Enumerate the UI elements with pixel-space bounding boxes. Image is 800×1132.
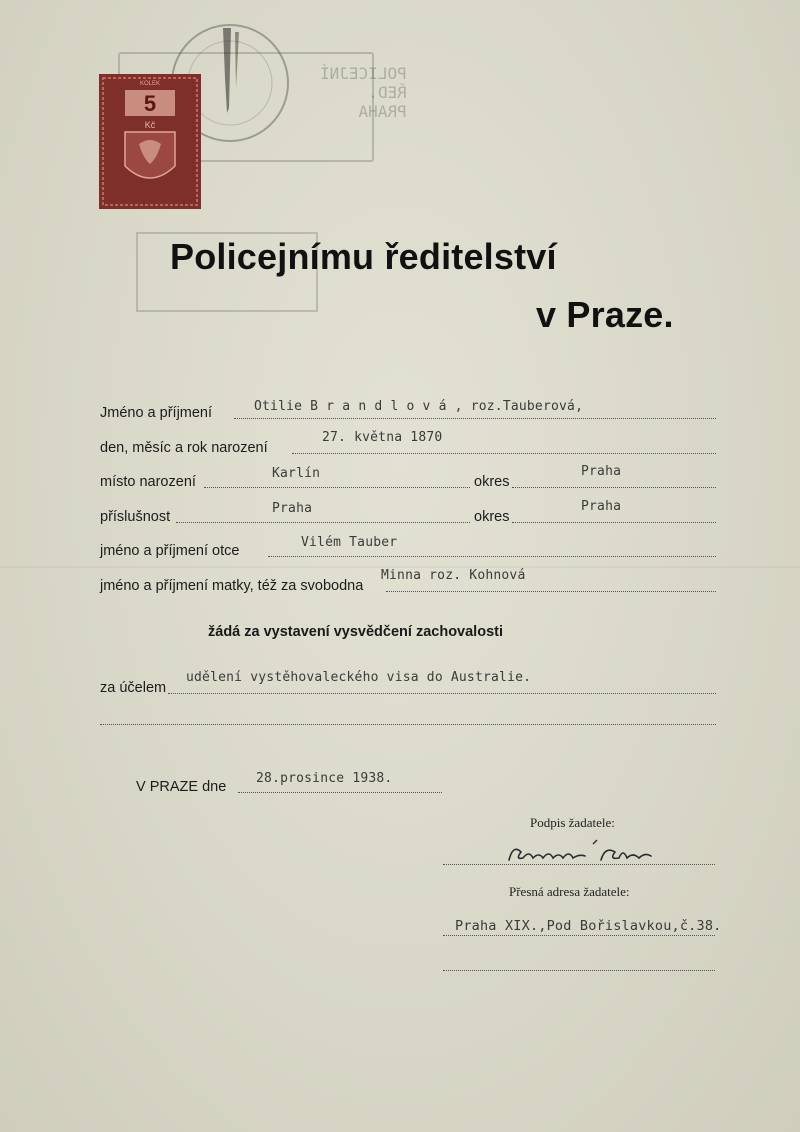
domicile-district-label: okres (474, 509, 510, 525)
address-line-2 (443, 970, 715, 971)
father-value: Vilém Tauber (301, 535, 398, 550)
birth-line (292, 453, 716, 454)
domicile-district-line (512, 522, 716, 523)
stamp-text: POLICEJNÍ ŘED. PRAHA (320, 64, 407, 121)
purpose-label: za účelem (100, 680, 167, 696)
birthplace-district-label: okres (474, 474, 510, 490)
date-line (238, 792, 442, 793)
father-label: jméno a příjmení otce (100, 543, 240, 559)
signature-label: Podpis žadatele: (530, 815, 615, 830)
page-title: Policejnímu ředitelství (170, 236, 557, 277)
birthplace-district-line (512, 487, 716, 488)
domicile-line (176, 522, 470, 523)
request-heading: žádá za vystavení vysvědčení zachovalosti (208, 624, 503, 640)
signature-line (443, 864, 715, 865)
name-line (234, 418, 716, 419)
name-label: Jméno a příjmení (100, 405, 213, 421)
stamp-value: 5 (143, 91, 157, 116)
revenue-stamp (99, 74, 201, 209)
birth-value: 27. května 1870 (322, 430, 443, 445)
mother-line (386, 591, 716, 592)
stamp-text: KOLEK (139, 81, 161, 87)
handwritten-signature (505, 838, 665, 870)
mother-label: jméno a příjmení matky, též za svobodna (100, 578, 364, 594)
birthplace-line (204, 487, 470, 488)
place-date-label: V PRAZE dne (136, 779, 227, 795)
birthplace-value: Karlín (272, 466, 321, 481)
birthplace-district-value: Praha (581, 464, 622, 479)
domicile-district-value: Praha (581, 499, 622, 514)
purpose-line (168, 693, 716, 694)
mother-value: Minna roz. Kohnová (381, 568, 526, 583)
date-value: 28.prosince 1938. (256, 771, 393, 786)
purpose-value: udělení vystěhovaleckého visa do Australie. (186, 670, 532, 685)
address-label: Přesná adresa žadatele: (509, 884, 630, 899)
birth-label: den, měsíc a rok narození (100, 440, 268, 456)
name-value: Otilie B r a n d l o v á , roz.Tauberová, (254, 399, 584, 414)
stamp-currency: Kč (144, 120, 156, 130)
birthplace-label: místo narození (100, 474, 196, 490)
page-title-line2: v Praze. (536, 294, 674, 335)
domicile-value: Praha (272, 501, 313, 516)
address-value: Praha XIX.,Pod Bořislavkou,č.38. (455, 918, 722, 934)
father-line (268, 556, 716, 557)
address-line (443, 935, 715, 936)
purpose-line-2 (100, 724, 716, 725)
domicile-label: příslušnost (100, 509, 171, 525)
